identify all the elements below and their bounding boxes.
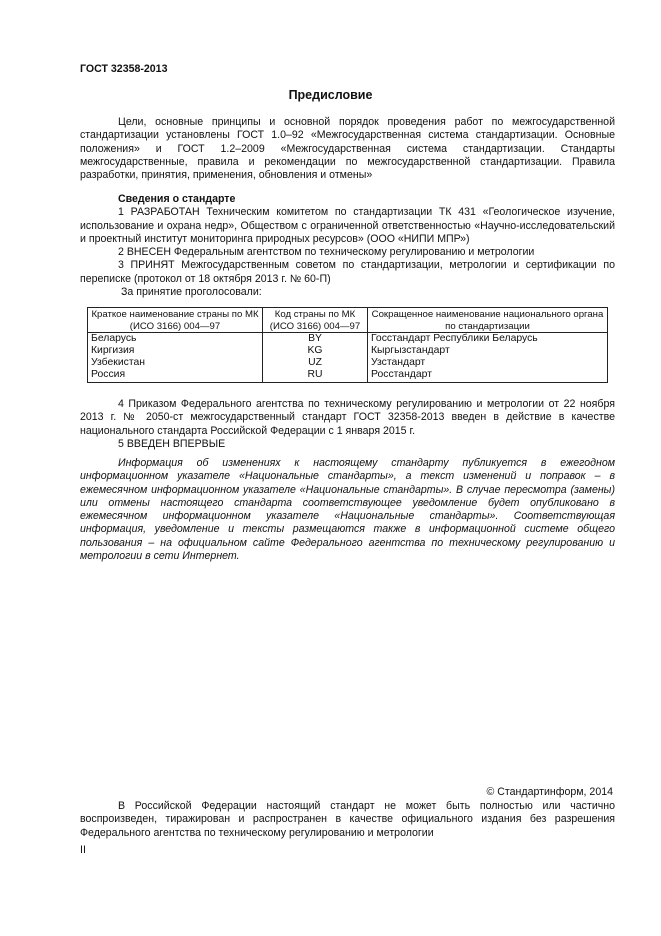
table-header-row [88,308,608,333]
rights-paragraph [80,800,615,840]
info-item-4: 4 Приказом Федерального агентства по техническому регулированию и метрологии от 22 ноября 2013 г. № 2050-ст межгосударственный стандарт ГОСТ 32358-2013 введен в действие в качестве национального стандарта Российской Федерации с 1 января 2015 г. [80,398,615,437]
table-row [88,357,608,369]
standard-info-heading: Сведения о стандарте [118,193,236,205]
page-title: Предисловие [288,88,373,102]
table-header-code: Код страны по МК (ИСО 3166) 004—97 [263,308,368,333]
table-row [88,345,608,357]
table-row [88,369,608,383]
standard-info-section [80,193,615,299]
table-cell-code: BY [263,333,368,346]
document-code: ГОСТ 32358-2013 [80,63,168,75]
info-item-1: 1 РАЗРАБОТАН Техническим комитетом по стандартизации ТК 431 «Геологическое изучение, использование и охрана недр», Обществом с ограниченной ответственностью «Научно-исследовательский и проектный институт мониторинга природных ресурсов» (ООО «НИПИ МПР») [80,206,615,245]
changes-notice-text: Информация об изменениях к настоящему стандарту публикуется в ежегодном информационном указателе «Национальные стандарты», а текст изменений и поправок – в ежемесячном информационном указателе «Национальные стандарты». В случае пересмотра (замены) или отмены настоящего стандарта соответствующее уведомление будет опубликовано в ежемесячном информационном указателе «Национальные стандарты». Соответствующая информация, уведомление и тексты размещаются также в информационной системе общего пользования – на официальном сайте Федерального агентства по техническому регулированию и метрологии в сети Интернет. [80,457,615,563]
info-item-5: 5 ВВЕДЕН ВПЕРВЫЕ [118,437,226,450]
table-cell-code: KG [263,345,368,357]
info-item-2: 2 ВНЕСЕН Федеральным агентством по техническому регулированию и метрологии [118,246,535,259]
table-row [88,333,608,346]
table-cell-body: Узстандарт [368,357,608,369]
table-cell-code: UZ [263,357,368,369]
intro-text: Цели, основные принципы и основной порядок проведения работ по межгосударственной стандартизации установлены ГОСТ 1.0–92 «Межгосударственная система стандартизации. Основные положения» и ГОСТ 1.2–2009 «Межгосударственная система стандартизации. Стандарты межгосударственные, правила и рекомендации по межгосударственной стандартизации. Правила разработки, принятия, применения, обновления и отмены» [80,116,615,182]
info-item-3: 3 ПРИНЯТ Межгосударственным советом по стандартизации, метрологии и сертификации по переписке (протокол от 18 октября 2013 г. № 60-П) [80,259,615,285]
page-number: II [80,844,86,856]
table-cell-country: Россия [88,369,263,383]
table-header-body: Сокращенное наименование национального органа по стандартизации [368,308,608,333]
table-cell-body: Росстандарт [368,369,608,383]
enactment-section [80,398,615,451]
copyright-line: © Стандартинформ, 2014 [486,786,613,798]
table-cell-country: Беларусь [88,333,263,346]
table-header-country: Краткое наименование страны по МК (ИСО 3166) 004—97 [88,308,263,333]
voted-label: За принятие проголосовали: [121,286,262,299]
intro-paragraph [80,116,615,182]
table-cell-country: Узбекистан [88,357,263,369]
rights-text: В Российской Федерации настоящий стандарт не может быть полностью или частично воспроизведен, тиражирован и распространен в качестве официального издания без разрешения Федерального агентства по техническому регулированию и метрологии [80,800,615,839]
table-cell-body: Кыргызстандарт [368,345,608,357]
table-cell-country: Киргизия [88,345,263,357]
changes-notice [80,457,615,563]
table-cell-code: RU [263,369,368,383]
table-cell-body: Госстандарт Республики Беларусь [368,333,608,346]
countries-table [87,307,608,383]
